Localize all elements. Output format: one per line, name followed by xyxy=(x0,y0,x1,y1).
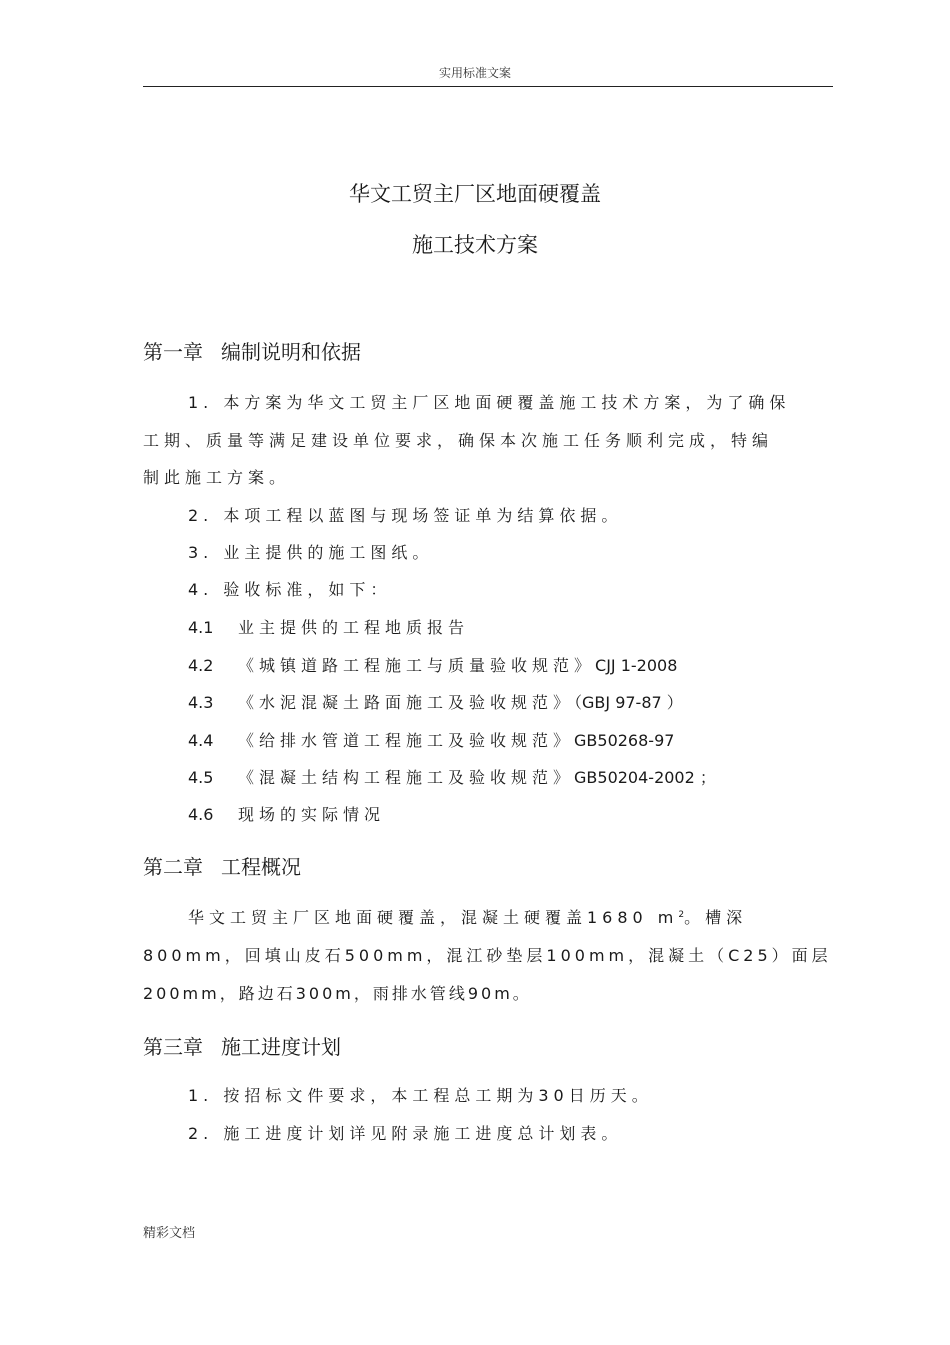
document-title-line1: 华文工贸主厂区地面硬覆盖 xyxy=(349,182,601,206)
reference-item xyxy=(188,802,385,825)
running-footer: 精彩文档 xyxy=(143,1226,196,1241)
reference-code: CJJ 1-2008 xyxy=(595,656,678,675)
header-rule xyxy=(143,86,833,87)
reference-number: 4.1 xyxy=(188,618,214,637)
document-title-line2: 施工技术方案 xyxy=(412,233,538,257)
reference-number: 4.6 xyxy=(188,805,214,824)
chapter-3-title: 施工进度计划 xyxy=(221,1035,341,1059)
reference-item xyxy=(188,765,716,788)
ch3-paragraph-1: 1. 按招标文件要求，本工程总工期为30日历天。 xyxy=(188,1086,653,1105)
chapter-2-heading xyxy=(143,851,301,880)
chapter-1-title: 编制说明和依据 xyxy=(221,340,361,364)
ch1-paragraph-1-line-3: 制此施工方案。 xyxy=(143,468,291,487)
ch1-paragraph-3: 3. 业主提供的施工图纸。 xyxy=(188,543,434,562)
ch2-line-1-tail: 。槽深 xyxy=(684,908,748,927)
ch1-paragraph-1-line-1: 1. 本方案为华文工贸主厂区地面硬覆盖施工技术方案，为了确保 xyxy=(188,393,791,412)
chapter-1-label: 第一章 xyxy=(143,340,203,364)
ch2-paragraph-line-1 xyxy=(188,905,747,928)
reference-item xyxy=(188,690,683,713)
reference-text: 《水泥混凝土路面施工及验收规范》 xyxy=(238,693,575,712)
ch2-paragraph-line-3: 200mm，路边石300m，雨排水管线90m。 xyxy=(143,984,532,1003)
reference-text: 《混凝土结构工程施工及验收规范》 xyxy=(238,768,575,787)
reference-text: 《城镇道路工程施工与质量验收规范》 xyxy=(238,656,596,675)
ch2-paragraph-line-2: 800mm，回填山皮石500mm，混江砂垫层100mm，混凝土（C25）面层 xyxy=(143,946,832,965)
reference-number: 4.4 xyxy=(188,731,214,750)
reference-code: （GBJ 97-87 ） xyxy=(574,693,683,712)
chapter-3-heading xyxy=(143,1031,341,1060)
reference-number: 4.3 xyxy=(188,693,214,712)
ch2-line-1-text: 华文工贸主厂区地面硬覆盖，混凝土硬覆盖1680 m xyxy=(188,908,679,927)
reference-item xyxy=(188,653,677,676)
ch3-paragraph-2: 2. 施工进度计划详见附录施工进度总计划表。 xyxy=(188,1124,623,1143)
reference-number: 4.5 xyxy=(188,768,214,787)
ch1-paragraph-1-line-2: 工期、质量等满足建设单位要求，确保本次施工任务顺利完成，特编 xyxy=(143,431,774,450)
chapter-2-title: 工程概况 xyxy=(221,855,301,879)
reference-number: 4.2 xyxy=(188,656,214,675)
reference-code: GB50204-2002 ； xyxy=(574,768,716,787)
chapter-2-label: 第二章 xyxy=(143,855,203,879)
chapter-1-heading xyxy=(143,336,361,365)
square-superscript: 2 xyxy=(678,910,685,920)
reference-text: 现场的实际情况 xyxy=(238,805,386,824)
reference-item xyxy=(188,615,469,638)
chapter-3-label: 第三章 xyxy=(143,1035,203,1059)
reference-code: GB50268-97 xyxy=(574,731,675,750)
ch1-paragraph-2: 2. 本项工程以蓝图与现场签证单为结算依据。 xyxy=(188,506,623,525)
reference-text: 业主提供的工程地质报告 xyxy=(238,618,470,637)
reference-text: 《给排水管道工程施工及验收规范》 xyxy=(238,731,575,750)
ch1-paragraph-4: 4. 验收标准，如下： xyxy=(188,580,392,599)
running-header: 实用标准文案 xyxy=(438,66,511,80)
reference-item xyxy=(188,728,674,751)
